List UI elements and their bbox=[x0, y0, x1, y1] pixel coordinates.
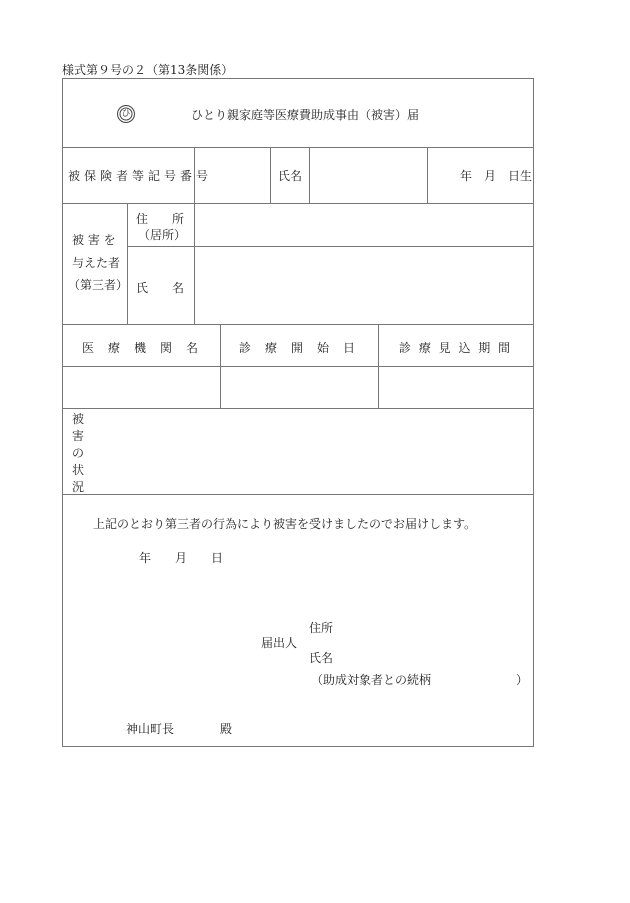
relation-label: （助成対象者との続柄 bbox=[311, 673, 432, 687]
applicant-address-label: 住所 bbox=[309, 621, 334, 635]
divider bbox=[62, 147, 534, 148]
name-label: 氏名 bbox=[278, 169, 303, 183]
relation-close: ） bbox=[516, 673, 529, 687]
date-field[interactable]: 年 月 日 bbox=[139, 551, 224, 565]
applicant-label: 届出人 bbox=[261, 636, 298, 650]
third-party-address-field[interactable] bbox=[196, 205, 532, 245]
divider bbox=[62, 324, 534, 325]
declaration-statement: 上記のとおり第三者の行為により被害を受けましたのでお届けします。 bbox=[93, 517, 477, 531]
address-label: 住 所 bbox=[136, 212, 185, 226]
insured-number-field[interactable] bbox=[196, 149, 269, 202]
treatment-start-header: 診 療 開 始 日 bbox=[239, 341, 357, 355]
third-party-label-1: 被 害 を bbox=[72, 233, 116, 247]
damage-field[interactable] bbox=[92, 410, 532, 493]
divider bbox=[127, 246, 534, 247]
insured-number-label: 被保険者等記号番号 bbox=[68, 169, 213, 183]
divider bbox=[194, 203, 195, 324]
hi-badge-icon: ひ bbox=[117, 105, 135, 123]
address-sub-label: （居所） bbox=[138, 228, 187, 242]
divider bbox=[378, 324, 379, 408]
form-title: ひとり親家庭等医療費助成事由（被害）届 bbox=[191, 108, 420, 122]
divider bbox=[309, 147, 310, 203]
third-party-name-field[interactable] bbox=[196, 248, 532, 323]
form-number: 様式第９号の２（第13条関係） bbox=[62, 63, 234, 77]
divider bbox=[62, 494, 534, 495]
divider bbox=[427, 147, 428, 203]
divider bbox=[220, 324, 221, 408]
third-party-name-label: 氏 名 bbox=[136, 281, 185, 295]
treatment-period-header: 診 療 見 込 期 間 bbox=[399, 341, 513, 355]
medical-institution-field[interactable] bbox=[64, 368, 219, 407]
divider bbox=[62, 408, 534, 409]
addressee: 神山町長 bbox=[126, 722, 175, 736]
honorific: 殿 bbox=[220, 722, 233, 736]
third-party-label-2: 与えた者 bbox=[72, 256, 121, 270]
divider bbox=[62, 366, 534, 367]
name-field[interactable] bbox=[311, 149, 426, 202]
treatment-start-field[interactable] bbox=[222, 368, 377, 407]
damage-label: 被害の状況 bbox=[72, 412, 85, 494]
applicant-name-label: 氏名 bbox=[309, 651, 334, 665]
medical-institution-header: 医 療 機 関 名 bbox=[82, 341, 200, 355]
divider bbox=[62, 203, 534, 204]
treatment-period-field[interactable] bbox=[380, 368, 533, 407]
birthdate-field[interactable]: 年 月 日生 bbox=[460, 169, 533, 183]
divider bbox=[127, 203, 128, 324]
divider bbox=[270, 147, 271, 203]
third-party-label-3: （第三者） bbox=[68, 278, 129, 292]
